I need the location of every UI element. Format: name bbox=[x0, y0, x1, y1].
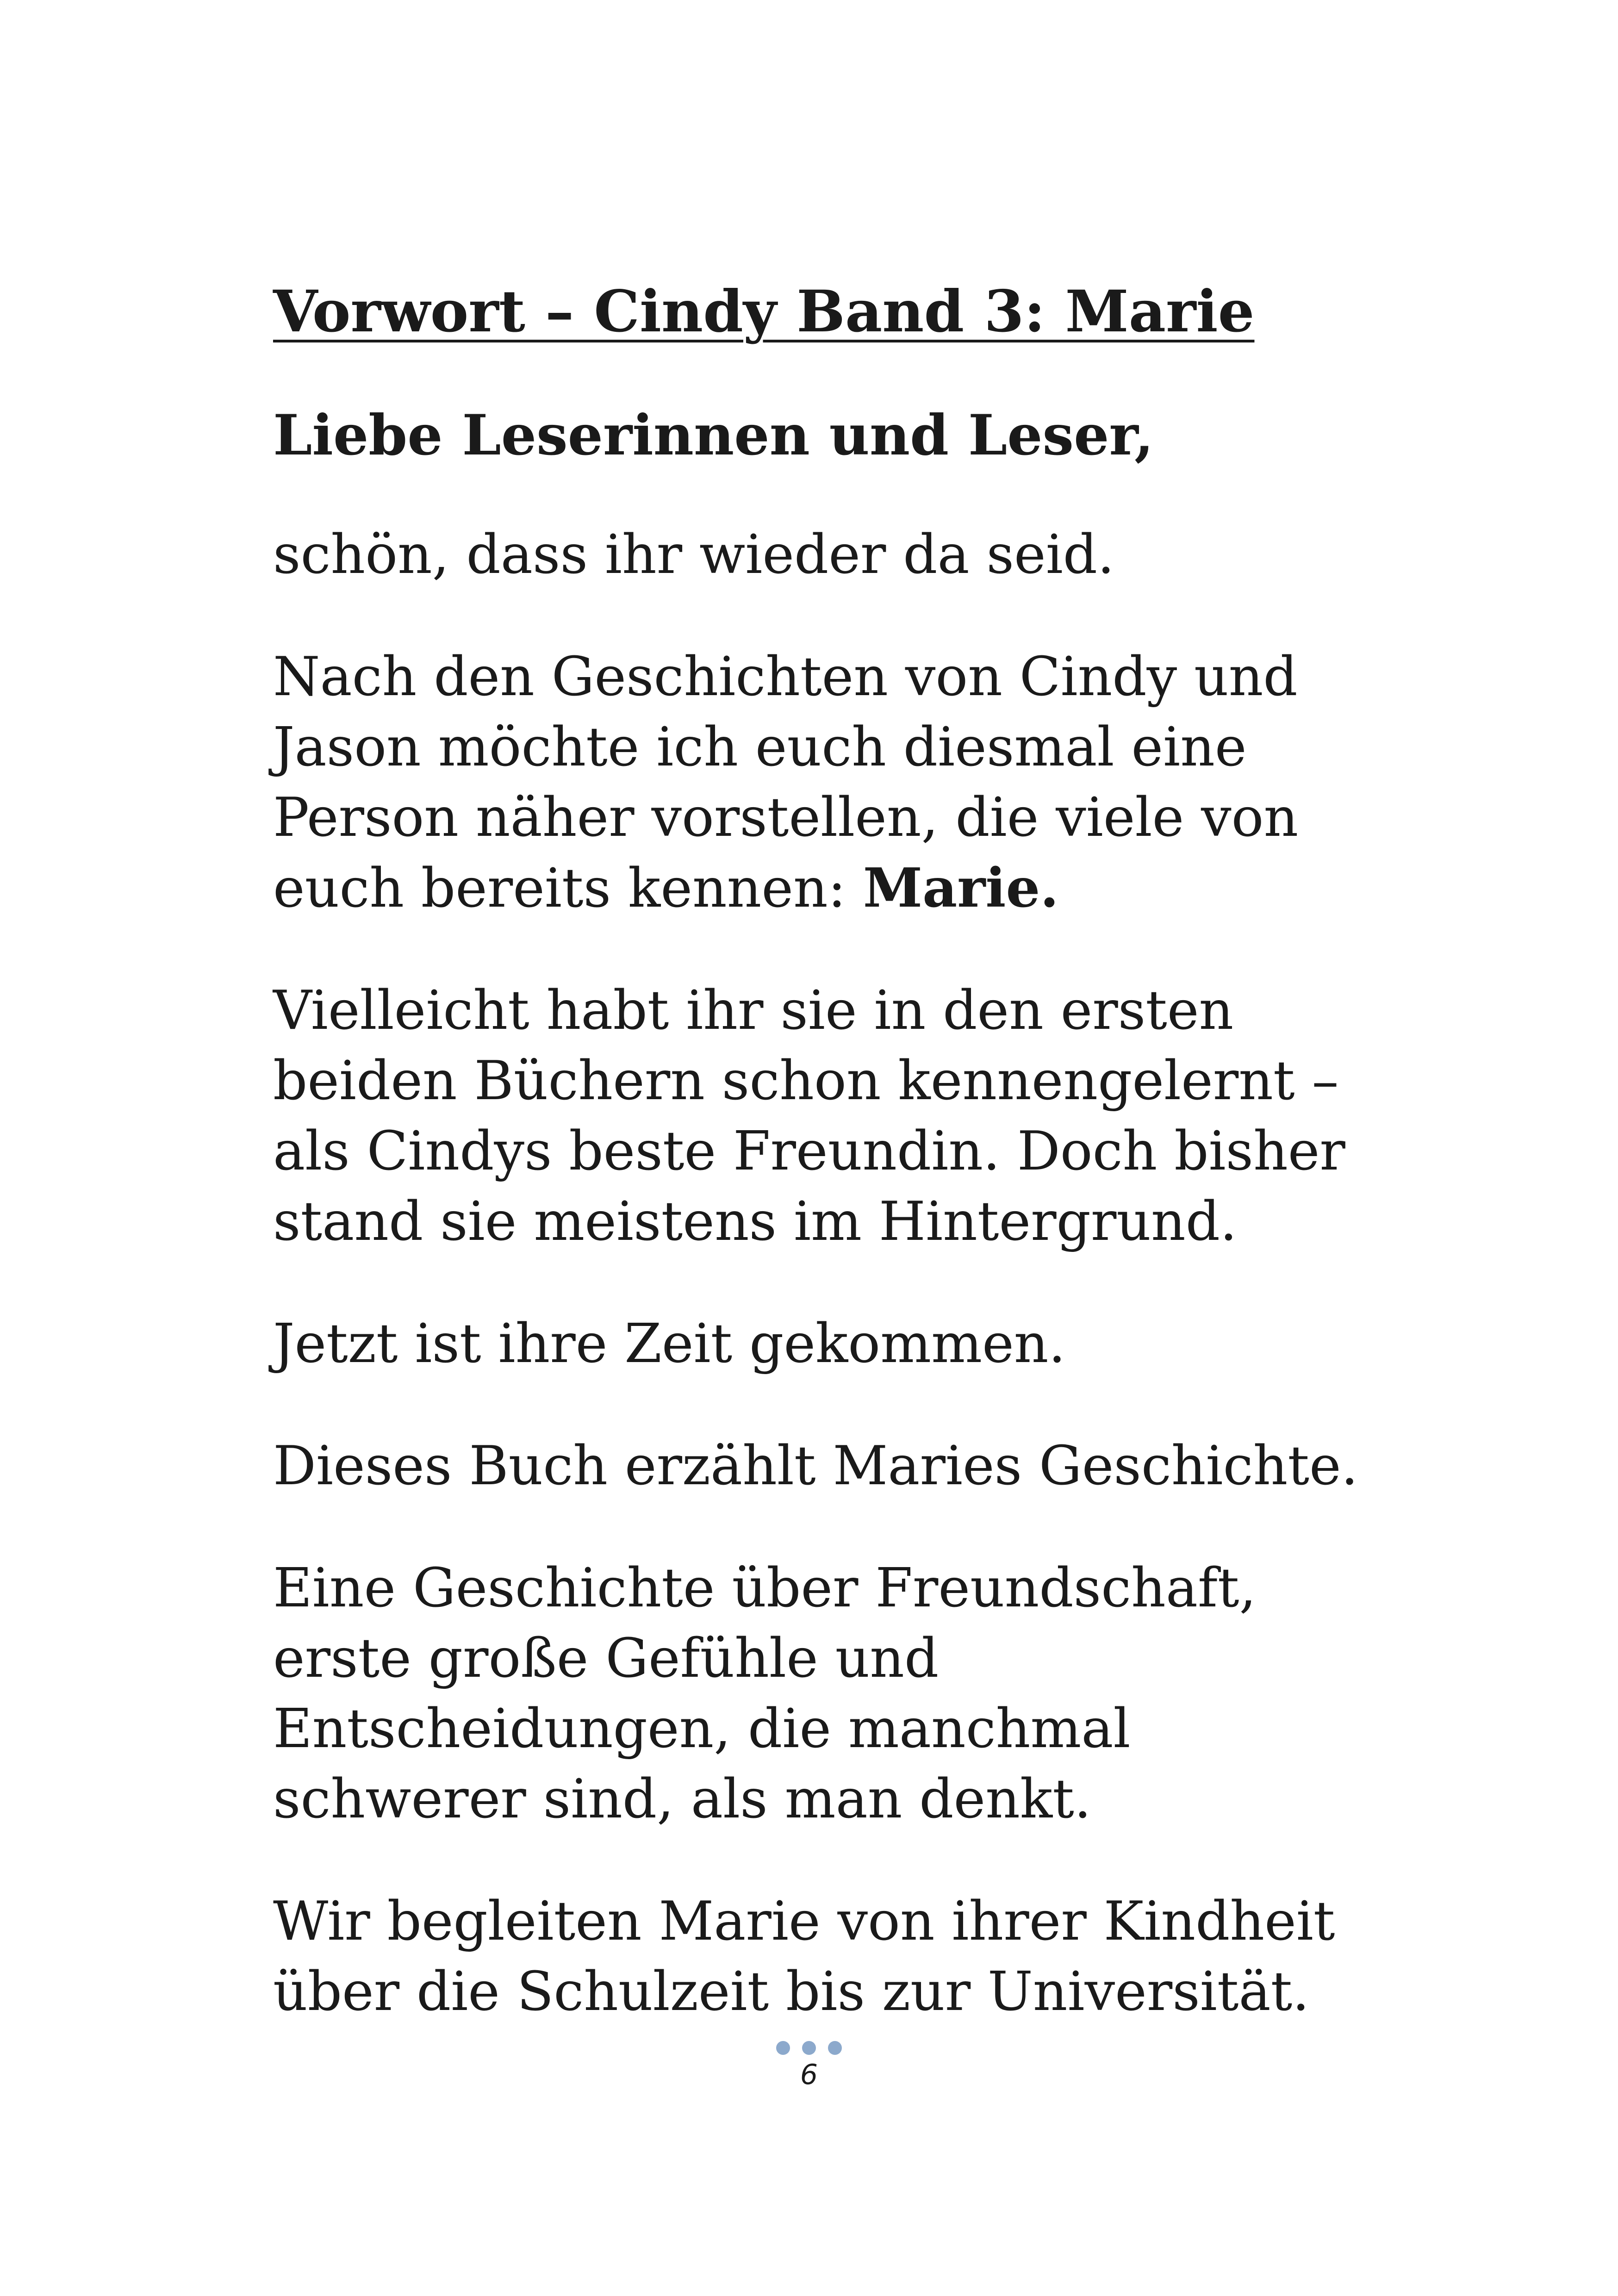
ellipsis-dots-icon bbox=[0, 2041, 1618, 2055]
paragraph-4: Jetzt ist ihre Zeit gekommen. bbox=[273, 1312, 1066, 1375]
paragraph-5: Dieses Buch erzählt Maries Geschichte. bbox=[273, 1434, 1358, 1497]
paragraph-2-text: Nach den Geschichten von Cindy und Jason möchte ich euch diesmal eine Person näher vorstellen, die viele von euch bereits kennen: bbox=[273, 645, 1299, 920]
page-content bbox=[273, 278, 1384, 2079]
paragraph-3: Vielleicht habt ihr sie in den ersten beiden Büchern schon kennengelernt – als Cindys beste Freundin. Doch bisher stand sie meistens im Hintergrund. bbox=[273, 979, 1345, 1253]
greeting: Liebe Leserinnen und Leser, bbox=[273, 402, 1154, 468]
chapter-title: Vorwort – Cindy Band 3: Marie bbox=[273, 278, 1255, 345]
dot-1 bbox=[776, 2041, 790, 2055]
dot-2 bbox=[802, 2041, 816, 2055]
page-footer bbox=[0, 2041, 1618, 2091]
paragraph-6: Eine Geschichte über Freundschaft, erste große Gefühle und Entscheidungen, die manchmal schwerer sind, als man denkt. bbox=[273, 1556, 1257, 1830]
page-number: 6 bbox=[800, 2059, 818, 2091]
paragraph-2-bold-name: Marie. bbox=[863, 856, 1059, 920]
dot-3 bbox=[828, 2041, 842, 2055]
paragraph-7: Wir begleiten Marie von ihrer Kindheit über die Schulzeit bis zur Universität. bbox=[273, 1890, 1335, 2023]
paragraph-2 bbox=[273, 642, 1384, 924]
paragraph-1: schön, dass ihr wieder da seid. bbox=[273, 523, 1114, 586]
